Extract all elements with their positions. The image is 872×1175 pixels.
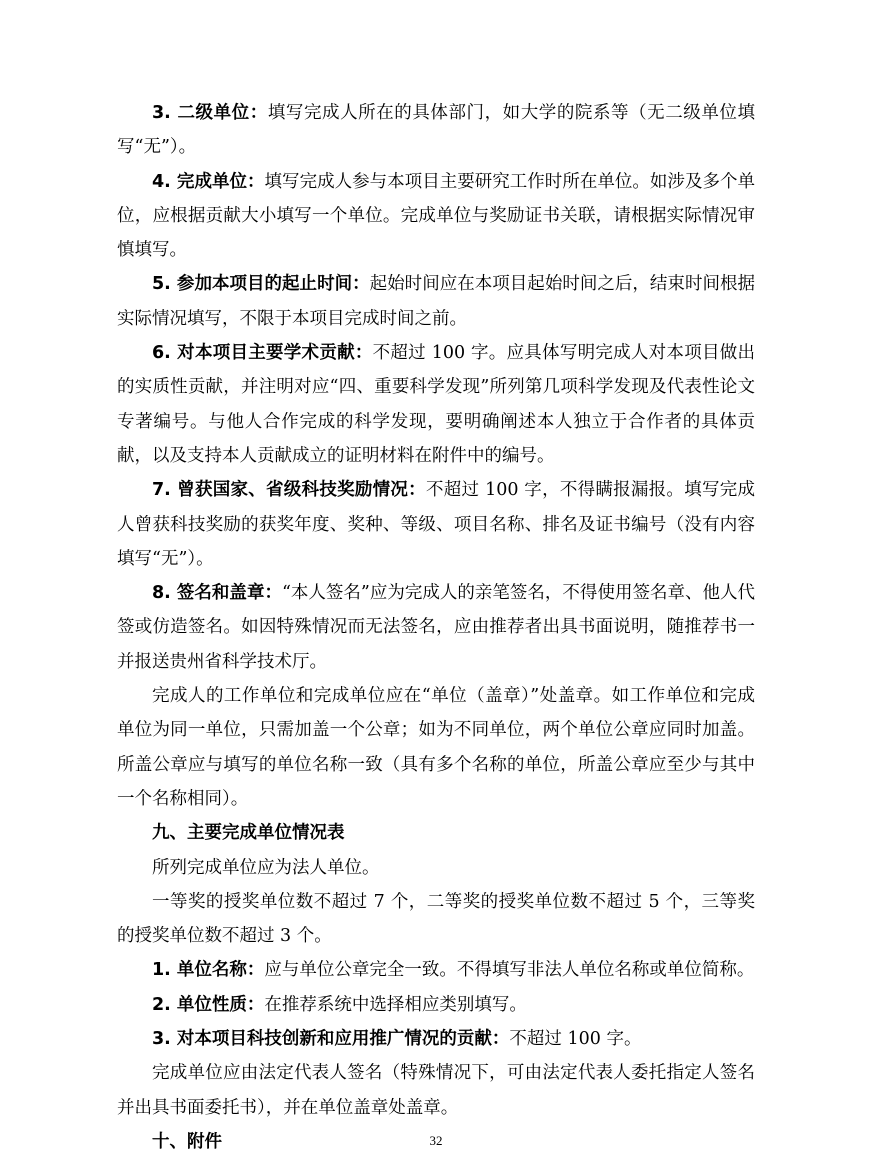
- paragraph-label: 2. 单位性质：: [152, 994, 265, 1015]
- paragraph-awards-received: [117, 473, 755, 576]
- section-heading-9: 九、主要完成单位情况表: [152, 823, 345, 844]
- paragraph-text: 完成人的工作单位和完成单位应在“单位（盖章）”处盖章。如工作单位和完成单位为同一单位，只需加盖一个公章；如为不同单位，两个单位公章应同时加盖。所盖公章应与填写的单位名称一致（具有多个名称的单位，所盖公章应至少与其中一个名称相同）。: [117, 686, 755, 809]
- paragraph-label: 8. 签名和盖章：: [152, 583, 282, 604]
- paragraph-participation-period: [117, 267, 755, 336]
- paragraph-text: 完成单位应由法定代表人签名（特殊情况下，可由法定代表人委托指定人签名并出具书面委托书），并在单位盖章处盖章。: [117, 1063, 755, 1118]
- document-body: [117, 96, 755, 1159]
- paragraph-legal-entity: [117, 851, 755, 885]
- paragraph-seal-rules: [117, 679, 755, 816]
- paragraph-text: 在推荐系统中选择相应类别填写。: [264, 994, 527, 1015]
- paragraph-text: 应与单位公章完全一致。不得填写非法人单位名称或单位简称。: [264, 960, 755, 981]
- paragraph-completion-unit: [117, 165, 755, 268]
- paragraph-academic-contribution: [117, 336, 755, 473]
- paragraph-label: 3. 对本项目科技创新和应用推广情况的贡献：: [152, 1029, 510, 1050]
- paragraph-label: 6. 对本项目主要学术贡献：: [152, 343, 373, 364]
- paragraph-text: 起始时间应在本项目起始时间之后，结束时间根据实际情况填写，不限于本项目完成时间之前。: [117, 274, 756, 329]
- paragraph-label: 4. 完成单位：: [152, 171, 265, 192]
- paragraph-unit-name: [117, 953, 755, 987]
- paragraph-signature-seal: [117, 576, 755, 679]
- page-number: 32: [429, 1133, 443, 1148]
- paragraph-text: 一等奖的授奖单位数不超过 7 个，二等奖的授奖单位数不超过 5 个，三等奖的授奖单位数不超过 3 个。: [117, 891, 755, 947]
- paragraph-unit-count-limits: [117, 885, 755, 954]
- paragraph-secondary-unit: [117, 96, 755, 165]
- paragraph-text: “本人签名”应为完成人的亲笔签名，不得使用签名章、他人代签或仿造签名。如因特殊情况而无法签名，应由推荐者出具书面说明，随推荐书一并报送贵州省科学技术厅。: [117, 583, 755, 672]
- paragraph-text: 不超过 100 字。应具体写明完成人对本项目做出的实质性贡献，并注明对应“四、重要科学发现”所列第几项科学发现及代表性论文专著编号。与他人合作完成的科学发现，要明确阐述本人独立于合作者的具体贡献，以及支持本人贡献成立的证明材料在附件中的编号。: [117, 343, 755, 466]
- paragraph-text: 填写完成人所在的具体部门，如大学的院系等（无二级单位填写“无”）。: [117, 103, 755, 158]
- paragraph-legal-representative: [117, 1056, 755, 1125]
- paragraph-unit-contribution: [117, 1022, 755, 1056]
- paragraph-label: 5. 参加本项目的起止时间：: [152, 274, 370, 295]
- paragraph-text: 填写完成人参与本项目主要研究工作时所在单位。如涉及多个单位，应根据贡献大小填写一个单位。完成单位与奖励证书关联，请根据实际情况审慎填写。: [117, 171, 756, 261]
- paragraph-text: 不超过 100 字，不得瞒报漏报。填写完成人曾获科技奖励的获奖年度、奖种、等级、项目名称、排名及证书编号（没有内容填写“无”）。: [117, 480, 756, 569]
- paragraph-label: 7. 曾获国家、省级科技奖励情况：: [152, 480, 426, 501]
- paragraph-unit-nature: [117, 988, 755, 1022]
- paragraph-label: 1. 单位名称：: [152, 960, 265, 981]
- paragraph-text: 所列完成单位应为法人单位。: [152, 857, 380, 878]
- section-heading-10: 十、附件: [152, 1131, 222, 1152]
- paragraph-text: 不超过 100 字。: [509, 1029, 642, 1050]
- paragraph-label: 3. 二级单位：: [152, 103, 268, 123]
